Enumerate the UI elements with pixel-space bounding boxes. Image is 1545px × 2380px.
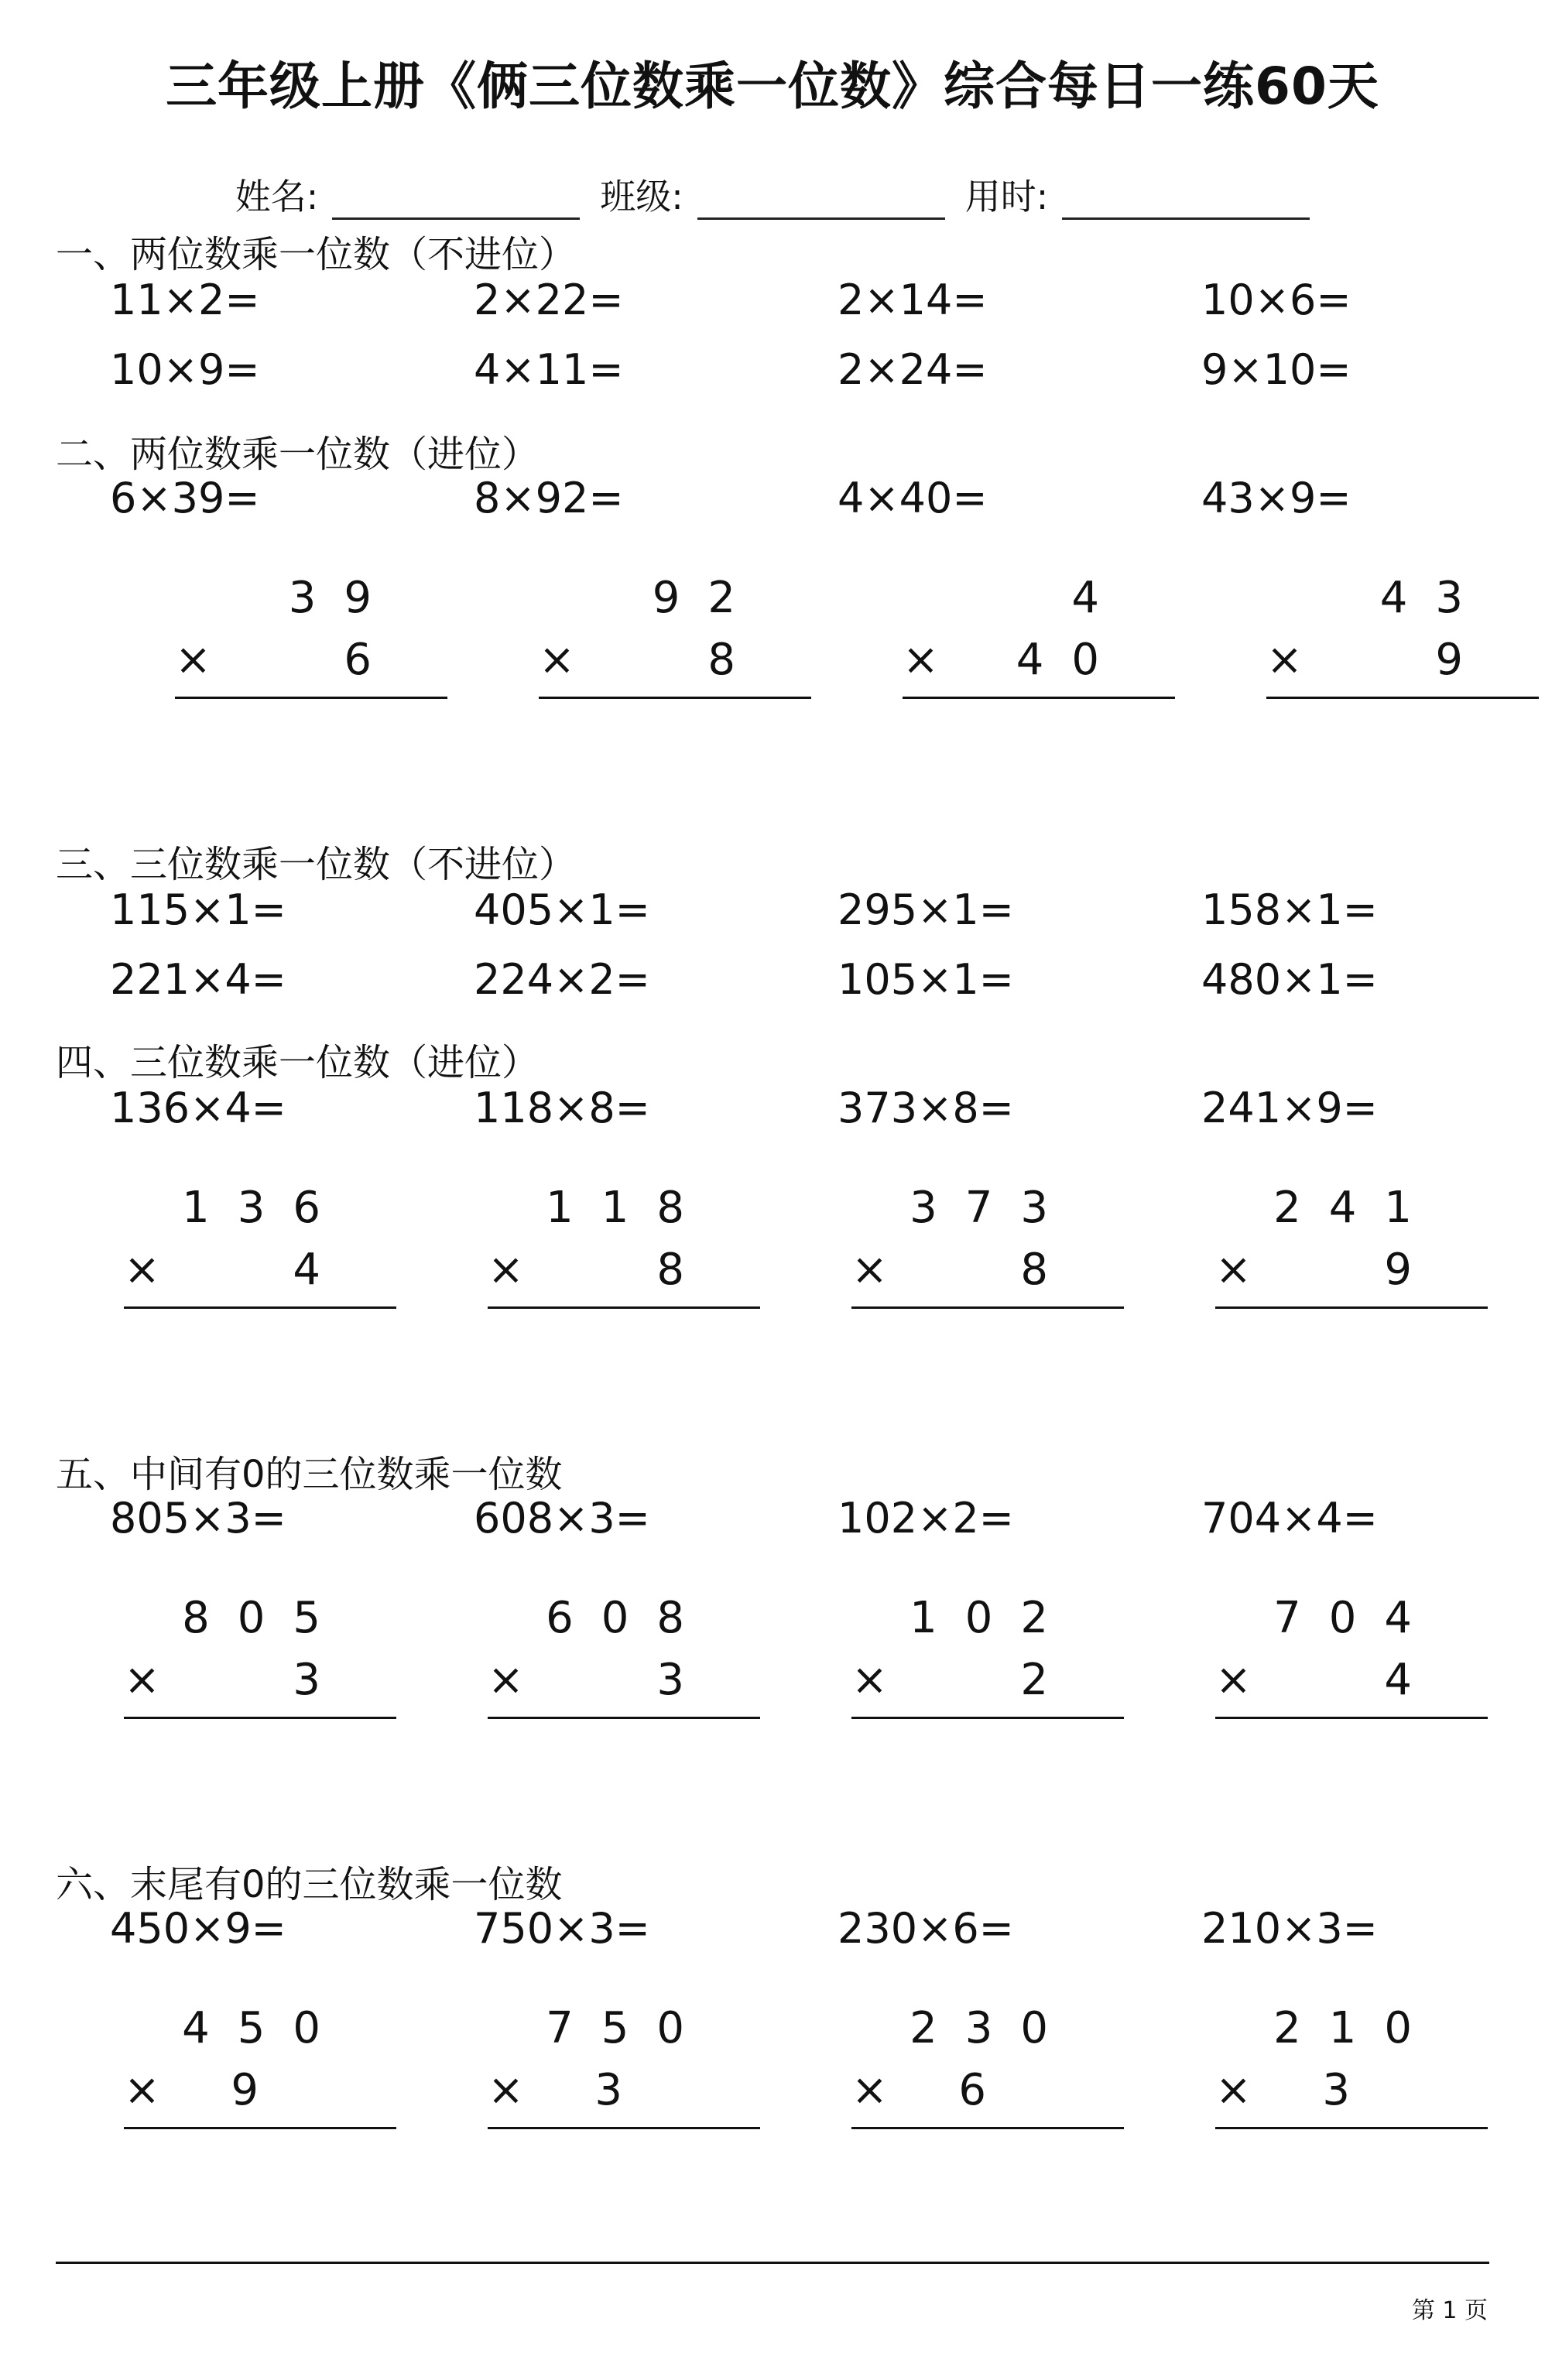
horizontal-problem: 10×6= <box>1201 276 1351 324</box>
answer-line <box>124 2127 396 2129</box>
answer-line <box>124 1306 396 1309</box>
problem-row <box>0 1904 1545 1953</box>
horizontal-problem: 2×24= <box>838 345 988 394</box>
horizontal-problem: 210×3= <box>1201 1904 1378 1953</box>
answer-line <box>539 697 811 699</box>
problem-row <box>0 955 1545 1002</box>
vertical-problem <box>539 573 817 689</box>
horizontal-problem: 105×1= <box>838 955 1014 1004</box>
name-label: 姓名: <box>235 176 319 217</box>
horizontal-problem: 373×8= <box>838 1084 1014 1132</box>
horizontal-problem: 10×9= <box>110 345 260 394</box>
problem-row <box>0 1494 1545 1543</box>
section-title: 六、末尾有0的三位数乘一位数 <box>56 1863 563 1906</box>
answer-line <box>175 697 447 699</box>
multiplier: 9 <box>1384 1245 1440 1295</box>
name-field <box>235 169 581 220</box>
horizontal-problem: 2×14= <box>838 276 988 324</box>
vertical-problem <box>488 1593 766 1709</box>
times-sign: × <box>1266 635 1303 685</box>
multiplier: 9 <box>1435 635 1491 685</box>
horizontal-problem: 405×1= <box>474 885 650 934</box>
problem-row <box>0 474 1545 520</box>
multiplicand: 704 <box>1273 1593 1440 1643</box>
horizontal-problem: 43×9= <box>1201 474 1351 522</box>
times-sign: × <box>124 2065 160 2115</box>
multiplier: 4 <box>293 1245 348 1295</box>
time-field <box>965 169 1310 220</box>
horizontal-problem: 450×9= <box>110 1904 286 1953</box>
vertical-problem <box>1266 573 1545 689</box>
times-sign: × <box>1215 1245 1252 1295</box>
multiplicand: 230 <box>910 2003 1076 2053</box>
horizontal-problem: 6×39= <box>110 474 260 522</box>
times-sign: × <box>1215 1655 1252 1705</box>
multiplicand: 750 <box>546 2003 712 2053</box>
horizontal-problem: 8×92= <box>474 474 624 522</box>
horizontal-problem: 805×3= <box>110 1494 286 1543</box>
multiplicand: 373 <box>910 1183 1076 1233</box>
answer-line <box>488 1306 760 1309</box>
multiplicand: 136 <box>182 1183 348 1233</box>
vertical-problem <box>1215 1593 1494 1709</box>
answer-line <box>1215 1717 1488 1719</box>
multiplicand: 39 <box>288 573 399 623</box>
page-number: 第 1 页 <box>1411 2297 1488 2324</box>
vertical-problem <box>903 573 1181 689</box>
vertical-problem <box>488 2003 766 2119</box>
multiplier: 8 <box>656 1245 712 1295</box>
time-label: 用时: <box>964 176 1049 217</box>
answer-line <box>124 1717 396 1719</box>
multiplier: 6 <box>958 2065 1014 2115</box>
multiplier: 3 <box>1322 2065 1378 2115</box>
horizontal-problem: 4×11= <box>474 345 624 394</box>
multiplicand: 210 <box>1273 2003 1440 2053</box>
vertical-problem <box>124 1183 403 1299</box>
times-sign: × <box>175 635 211 685</box>
answer-line <box>851 1306 1124 1309</box>
class-field <box>600 169 945 220</box>
horizontal-problem: 102×2= <box>838 1494 1014 1543</box>
section-title: 四、三位数乘一位数（进位） <box>56 1041 540 1084</box>
multiplicand: 805 <box>182 1593 348 1643</box>
multiplier: 2 <box>1020 1655 1076 1705</box>
section-title: 五、中间有0的三位数乘一位数 <box>56 1453 563 1496</box>
horizontal-problem: 4×40= <box>838 474 988 522</box>
page-title: 三年级上册《俩三位数乘一位数》综合每日一练60天 <box>166 57 1379 116</box>
multiplicand: 92 <box>652 573 763 623</box>
multiplier: 3 <box>594 2065 650 2115</box>
horizontal-problem: 241×9= <box>1201 1084 1378 1132</box>
horizontal-problem: 11×2= <box>110 276 260 324</box>
horizontal-problem: 115×1= <box>110 885 286 934</box>
horizontal-problem: 230×6= <box>838 1904 1014 1953</box>
multiplier: 8 <box>707 635 763 685</box>
time-blank[interactable] <box>1062 187 1310 220</box>
horizontal-problem: 224×2= <box>474 955 650 1004</box>
answer-line <box>1215 2127 1488 2129</box>
multiplier: 3 <box>656 1655 712 1705</box>
times-sign: × <box>124 1655 160 1705</box>
horizontal-problem: 480×1= <box>1201 955 1378 1004</box>
horizontal-problem: 158×1= <box>1201 885 1378 934</box>
vertical-problem <box>851 1183 1130 1299</box>
multiplicand: 43 <box>1379 573 1491 623</box>
times-sign: × <box>124 1245 160 1295</box>
horizontal-problem: 750×3= <box>474 1904 650 1953</box>
class-label: 班级: <box>600 176 683 217</box>
times-sign: × <box>488 2065 524 2115</box>
horizontal-problem: 295×1= <box>838 885 1014 934</box>
vertical-problem <box>488 1183 766 1299</box>
vertical-problem <box>851 1593 1130 1709</box>
times-sign: × <box>488 1655 524 1705</box>
problem-row <box>0 345 1545 392</box>
section-title: 一、两位数乘一位数（不进位） <box>56 233 577 276</box>
multiplicand: 241 <box>1273 1183 1440 1233</box>
problem-row <box>0 885 1545 932</box>
answer-line <box>851 2127 1124 2129</box>
times-sign: × <box>539 635 575 685</box>
multiplier: 3 <box>293 1655 348 1705</box>
multiplier: 4 <box>1384 1655 1440 1705</box>
multiplier: 9 <box>231 2065 286 2115</box>
times-sign: × <box>903 635 939 685</box>
vertical-problem <box>851 2003 1130 2119</box>
times-sign: × <box>851 2065 888 2115</box>
section-title: 三、三位数乘一位数（不进位） <box>56 843 577 886</box>
times-sign: × <box>851 1655 888 1705</box>
times-sign: × <box>488 1245 524 1295</box>
multiplicand: 450 <box>182 2003 348 2053</box>
horizontal-problem: 704×4= <box>1201 1494 1378 1543</box>
vertical-problem <box>1215 1183 1494 1299</box>
class-blank[interactable] <box>697 187 945 220</box>
horizontal-problem: 608×3= <box>474 1494 650 1543</box>
answer-line <box>851 1717 1124 1719</box>
times-sign: × <box>851 1245 888 1295</box>
horizontal-problem: 118×8= <box>474 1084 650 1132</box>
horizontal-problem: 9×10= <box>1201 345 1351 394</box>
multiplicand: 608 <box>546 1593 712 1643</box>
horizontal-problem: 221×4= <box>110 955 286 1004</box>
answer-line <box>1266 697 1539 699</box>
multiplier: 40 <box>1016 635 1127 685</box>
footer-divider <box>56 2262 1489 2264</box>
horizontal-problem: 136×4= <box>110 1084 286 1132</box>
problem-row <box>0 276 1545 322</box>
multiplier: 8 <box>1020 1245 1076 1295</box>
name-blank[interactable] <box>332 187 580 220</box>
answer-line <box>488 2127 760 2129</box>
vertical-problem <box>175 573 454 689</box>
multiplier: 6 <box>344 635 399 685</box>
answer-line <box>1215 1306 1488 1309</box>
section-title: 二、两位数乘一位数（进位） <box>56 433 540 476</box>
times-sign: × <box>1215 2065 1252 2115</box>
multiplicand: 118 <box>546 1183 712 1233</box>
vertical-problem <box>124 2003 403 2119</box>
vertical-problem <box>124 1593 403 1709</box>
answer-line <box>903 697 1175 699</box>
horizontal-problem: 2×22= <box>474 276 624 324</box>
vertical-problem <box>1215 2003 1494 2119</box>
answer-line <box>488 1717 760 1719</box>
multiplicand: 4 <box>1071 573 1127 623</box>
multiplicand: 102 <box>910 1593 1076 1643</box>
student-info-row <box>0 169 1545 220</box>
problem-row <box>0 1084 1545 1130</box>
